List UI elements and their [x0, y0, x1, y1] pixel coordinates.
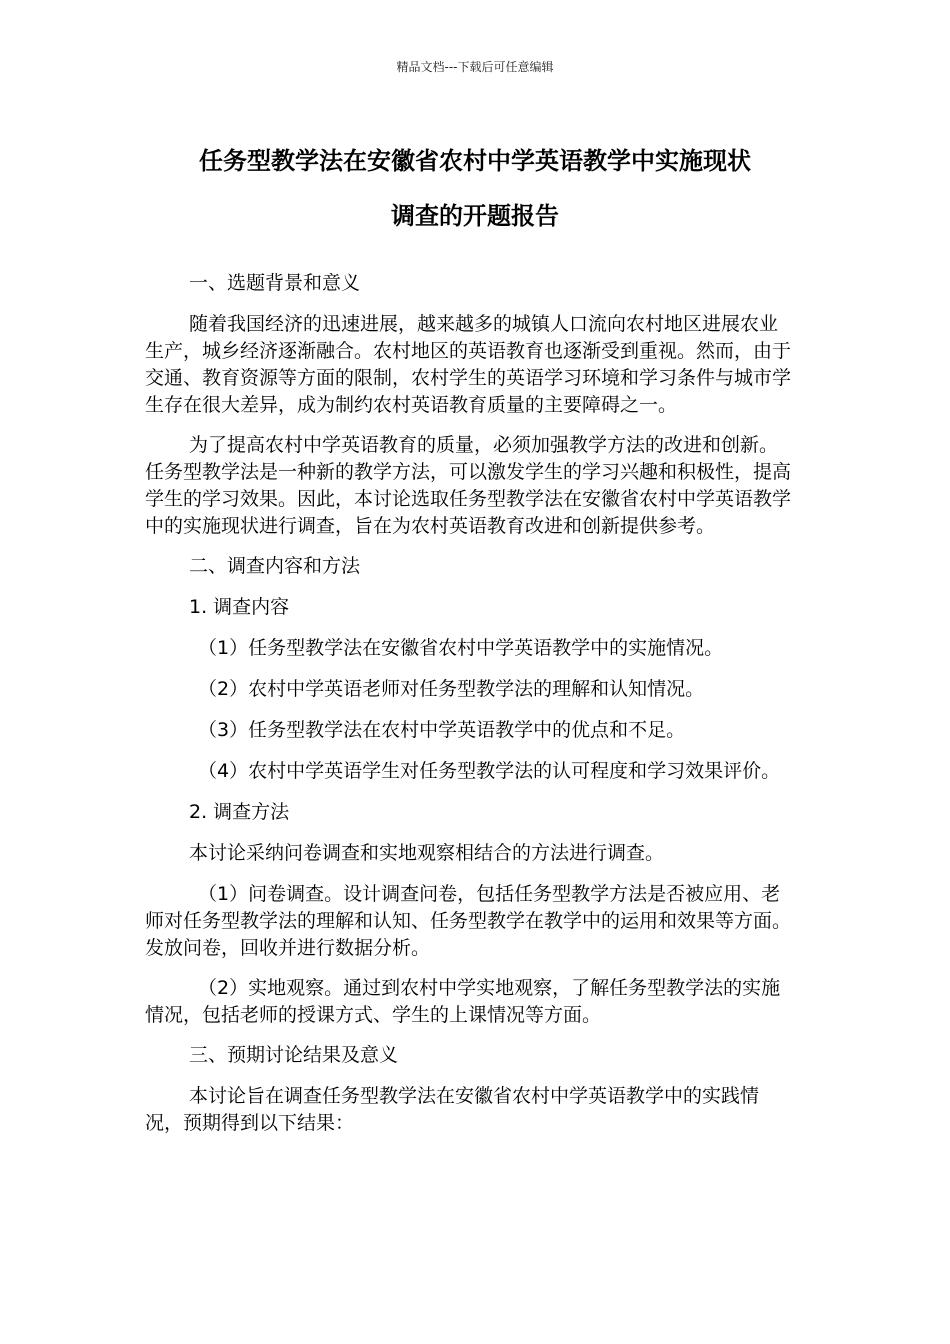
survey-content-item: （3）任务型教学法在农村中学英语教学中的优点和不足。 [198, 719, 686, 741]
section-3-paragraph-1: 本讨论旨在调查任务型教学法在安徽省农村中学英语教学中的实践情况，预期得到以下结果： [145, 1085, 760, 1134]
section-3-heading: 三、预期讨论结果及意义 [189, 1044, 399, 1066]
section-1-paragraph-1: 随着我国经济的迅速进展，越来越多的城镇人口流向农村地区进展农业生产，城乡经济逐渐融合。农村地区的英语教育也逐渐受到重视。然而，由于交通、教育资源等方面的限制，农村学生的英语学习环境和学习条件与城市学生存在很大差异，成为制约农村英语教育质量的主要障碍之一。 [145, 313, 792, 416]
section-2-heading: 二、调查内容和方法 [189, 555, 361, 577]
subsection-2-1-heading: 1. 调查内容 [189, 596, 290, 618]
survey-content-item: （4）农村中学英语学生对任务型教学法的认可程度和学习效果评价。 [198, 760, 781, 782]
survey-content-item: （2）农村中学英语老师对任务型教学法的理解和认知情况。 [198, 678, 705, 700]
header-note: 精品文档---下载后可任意编辑 [396, 60, 554, 74]
survey-content-item: （1）任务型教学法在安徽省农村中学英语教学中的实施情况。 [198, 637, 724, 659]
subsection-2-2-heading: 2. 调查方法 [189, 801, 290, 823]
section-1-paragraph-2: 为了提高农村中学英语教育的质量，必须加强教学方法的改进和创新。任务型教学法是一种新的教学方法，可以激发学生的学习兴趣和积极性，提高学生的学习效果。因此，本讨论选取任务型教学法在安徽省农村中学英语教学中的实施现状进行调查，旨在为农村英语教育改进和创新提供参考。 [145, 434, 792, 537]
document-title-line-1: 任务型教学法在安徽省农村中学英语教学中实施现状 [199, 147, 751, 175]
section-1-heading: 一、选题背景和意义 [189, 272, 361, 294]
document-title-line-2: 调查的开题报告 [391, 202, 559, 230]
survey-method-observation: （2）实地观察。通过到农村中学实地观察，了解任务型教学法的实施情况，包括老师的授课方式、学生的上课情况等方面。 [145, 977, 781, 1026]
survey-method-intro: 本讨论采纳问卷调查和实地观察相结合的方法进行调查。 [189, 842, 665, 864]
document-body [145, 270, 795, 1150]
survey-method-questionnaire: （1）问卷调查。设计调查问卷，包括任务型教学方法是否被应用、老师对任务型教学法的理解和认知、任务型教学在教学中的运用和效果等方面。发放问卷，回收并进行数据分析。 [145, 883, 792, 959]
